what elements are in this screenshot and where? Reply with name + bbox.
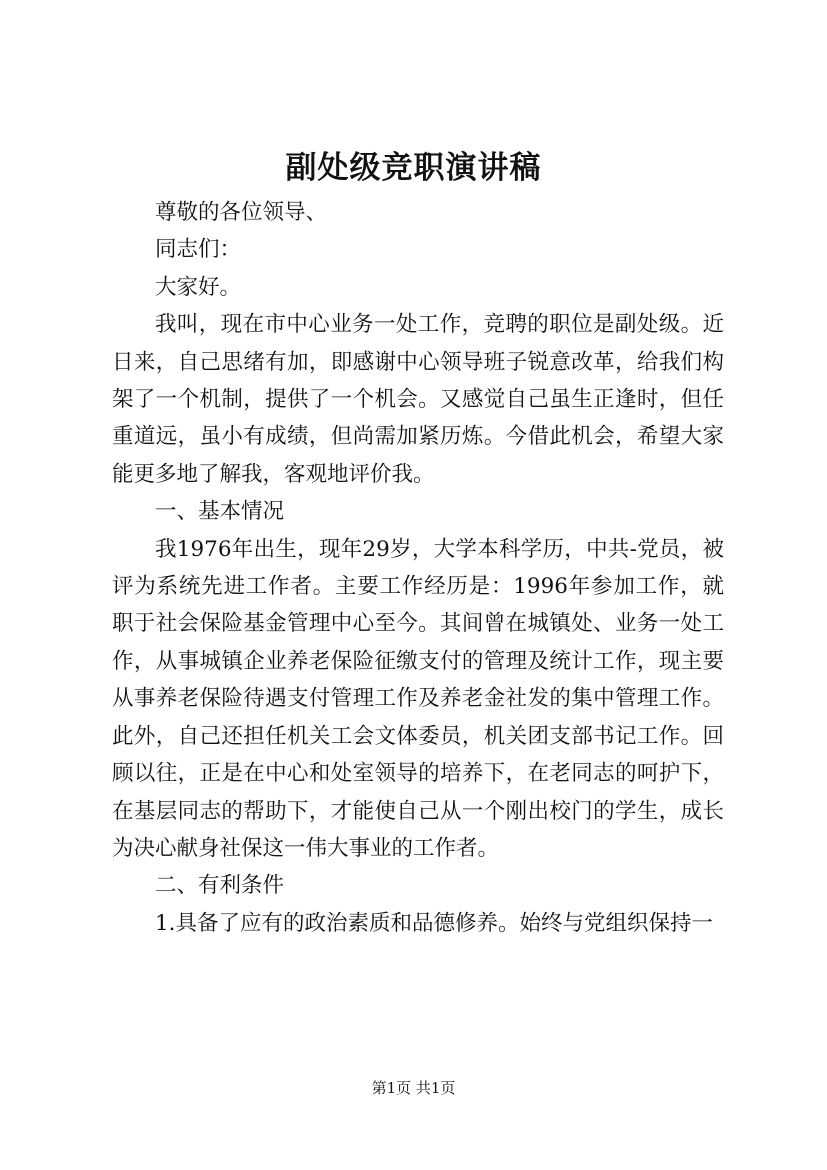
document-body — [112, 194, 724, 942]
section-heading-advantages: 二、有利条件 — [155, 873, 285, 899]
document-title: 副处级竞职演讲稿 — [285, 150, 542, 186]
section-heading-basic-info: 一、基本情况 — [155, 499, 285, 525]
paragraph-introduction: 我叫，现在市中心业务一处工作，竞聘的职位是副处级。近日来，自己思绪有加，即感谢中心领导班子锐意改革，给我们构架了一个机制，提供了一个机会。又感觉自己虽生正逢时，但任重道远，虽小有成绩，但尚需加紧历炼。今借此机会，希望大家能更多地了解我，客观地评价我。 — [112, 312, 724, 487]
paragraph-salutation-1: 尊敬的各位领导、 — [155, 200, 328, 225]
page-footer: 第1页 共1页 — [371, 1079, 456, 1097]
paragraph-greeting: 大家好。 — [155, 274, 242, 300]
paragraph-advantage-1: 1.具备了应有的政治素质和品德修养。始终与党组织保持一 — [155, 910, 714, 936]
paragraph-salutation-2: 同志们： — [155, 237, 242, 263]
paragraph-basic-info: 我1976年出生，现年29岁，大学本科学历，中共-党员，被评为系统先进工作者。主要工作经历是：1996年参加工作，就职于社会保险基金管理中心至今。其间曾在城镇处、业务一处工作，从事城镇企业养老保险征缴支付的管理及统计工作，现主要从事养老保险待遇支付管理工作及养老金社发的集中管理工作。此外，自己还担任机关工会文体委员，机关团支部书记工作。回顾以往，正是在中心和处室领导的培养下，在老同志的呵护下，在基层同志的帮助下，才能使自己从一个刚出校门的学生，成长为决心献身社保这一伟大事业的工作者。 — [112, 536, 724, 861]
